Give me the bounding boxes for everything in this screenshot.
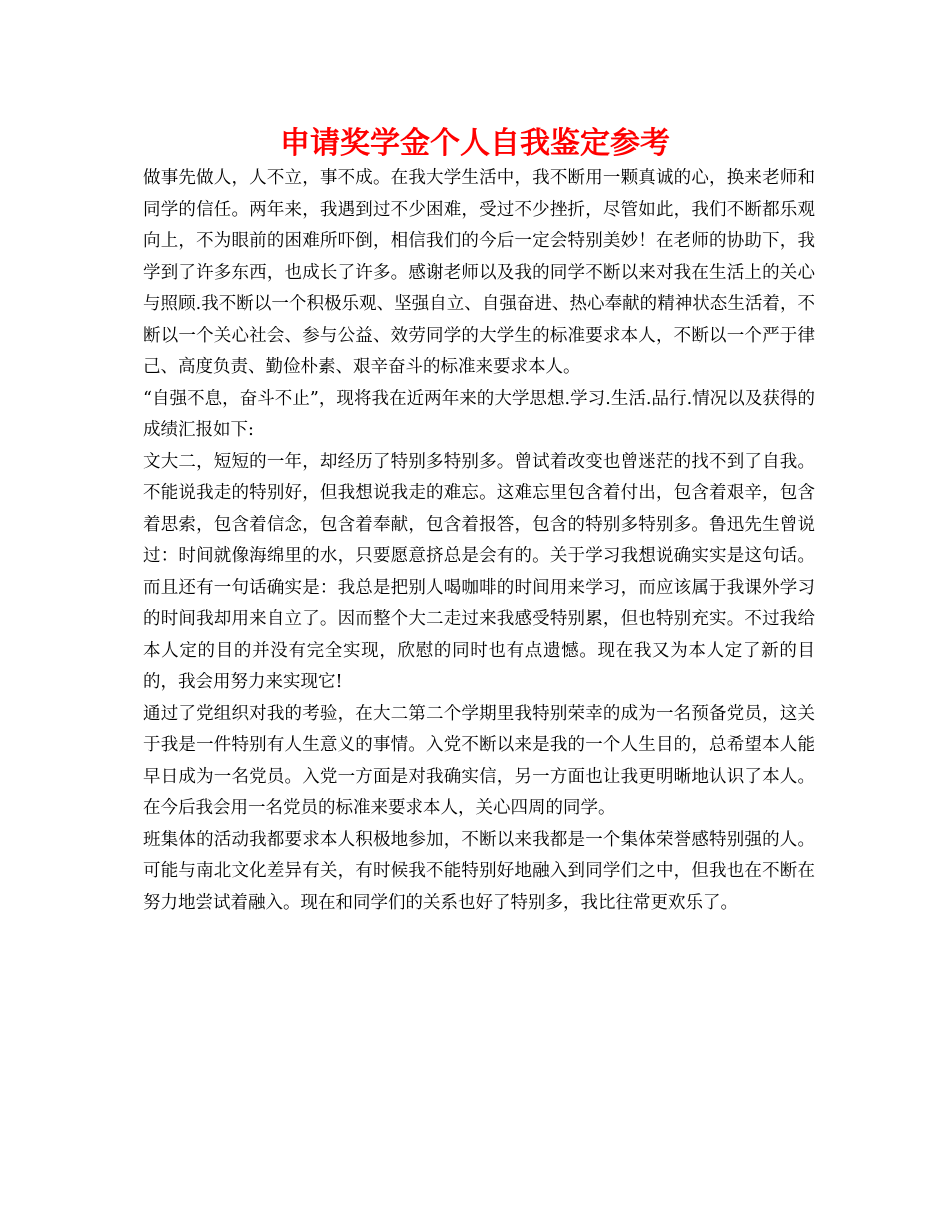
paragraph-party: 通过了党组织对我的考验，在大二第二个学期里我特别荣幸的成为一名预备党员，这关于我是一件特别有人生意义的事情。入党不断以来是我的一个人生目的，总希望本人能早日成为一名党员。入党一方面是对我确实信，另一方面也让我更明晰地认识了本人。在今后我会用一名党员的标准来要求本人，关心四周的同学。	[143, 703, 815, 818]
document-body	[143, 163, 815, 919]
paragraph-intro: 做事先做人，人不立，事不成。在我大学生活中，我不断用一颗真诚的心，换来老师和同学的信任。两年来，我遇到过不少困难，受过不少挫折，尽管如此，我们不断都乐观向上，不为眼前的困难所吓倒，相信我们的今后一定会特别美妙！在老师的协助下，我学到了许多东西，也成长了许多。感谢老师以及我的同学不断以来对我在生活上的关心与照顾.我不断以一个积极乐观、坚强自立、自强奋进、热心奉献的精神状态生活着，不断以一个关心社会、参与公益、效劳同学的大学生的标准要求本人，不断以一个严于律己、高度负责、勤俭朴素、艰辛奋斗的标准来要求本人。	[143, 168, 815, 377]
paragraph-study: 文大二，短短的一年，却经历了特别多特别多。曾试着改变也曾迷茫的找不到了自我。不能说我走的特别好，但我想说我走的难忘。这难忘里包含着付出，包含着艰辛，包含着思索，包含着信念，包含着奉献，包含着报答，包含的特别多特别多。鲁迅先生曾说过：时间就像海绵里的水，只要愿意挤总是会有的。关于学习我想说确实实是这句话。而且还有一句话确实是：我总是把别人喝咖啡的时间用来学习，而应该属于我课外学习的时间我却用来自立了。因而整个大二走过来我感受特别累，但也特别充实。不过我给本人定的目的并没有完全实现，欣慰的同时也有点遗憾。现在我又为本人定了新的目的，我会用努力来实现它!	[143, 451, 815, 692]
paragraph-motto: “自强不息，奋斗不止”，现将我在近两年来的大学思想.学习.生活.品行.情况以及获得的成绩汇报如下:	[143, 388, 815, 440]
document-title: 申请奖学金个人自我鉴定参考	[280, 126, 670, 161]
paragraph-collective: 班集体的活动我都要求本人积极地参加，不断以来我都是一个集体荣誉感特别强的人。可能与南北文化差异有关，有时候我不能特别好地融入到同学们之中，但我也在不断在努力地尝试着融入。现在和同学们的关系也好了特别多，我比往常更欢乐了。	[143, 829, 815, 913]
